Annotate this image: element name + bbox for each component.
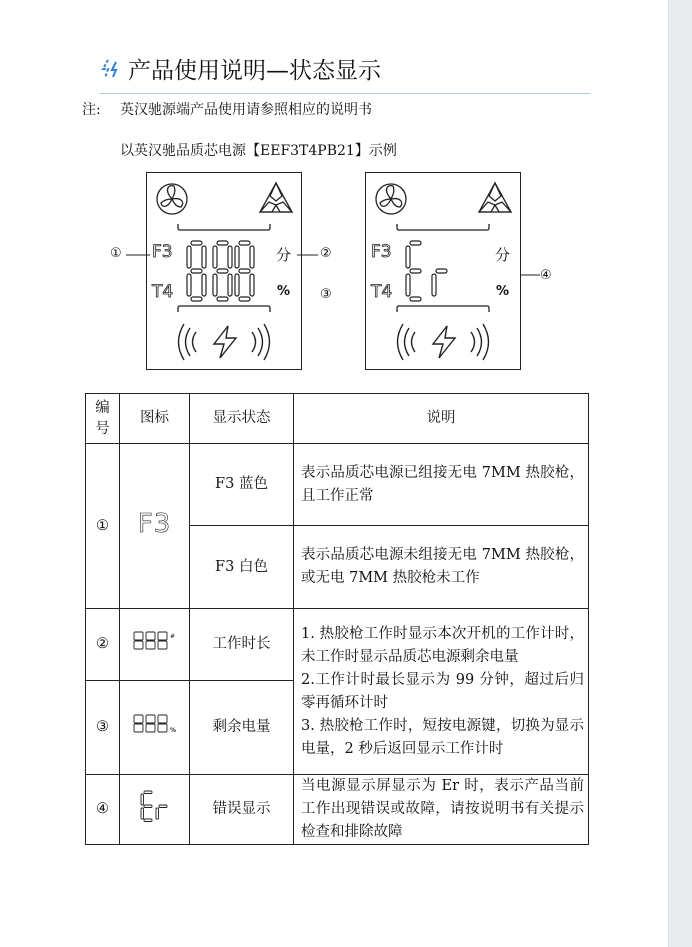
digits-minute-icon [132, 631, 178, 651]
desc-line-1: 1. 热胶枪工作时显示本次开机的工作计时，未工作时显示品质芯电源剩余电量 [301, 625, 584, 665]
minute-label: 分 [276, 246, 292, 264]
error-icon [138, 789, 172, 823]
table-row [86, 444, 589, 526]
row-num: ② [86, 609, 120, 681]
f3-label: F3 [371, 242, 392, 262]
table-row [86, 609, 589, 681]
callout-1: ① [110, 246, 122, 261]
row-state: 错误显示 [190, 775, 294, 845]
page-title: 产品使用说明—状态显示 [128, 58, 381, 84]
note-text: 英汉驰源端产品使用请参照相应的说明书 [120, 102, 372, 118]
svg-text:%: % [169, 726, 176, 734]
row-num: ④ [86, 775, 120, 845]
row-desc: 表示品质芯电源已组接无电 7MM 热胶枪，且工作正常 [294, 444, 589, 526]
row-desc: 表示品质芯电源未组接无电 7MM 热胶枪，或无电 7MM 热胶枪未工作 [294, 526, 589, 609]
note-label: 注: [82, 102, 101, 118]
row-state: 剩余电量 [190, 681, 294, 775]
percent-label: % [496, 284, 510, 299]
desc-line-2: 2.工作计时最长显示为 99 分钟，超过后归零再循环计时 [301, 671, 584, 711]
header-desc: 说明 [294, 394, 589, 444]
digits-minute-icon-cell [120, 609, 190, 681]
percent-label: % [277, 284, 291, 299]
digits-percent-icon [132, 714, 178, 734]
row-desc-shared [294, 609, 589, 775]
display-panel-error [365, 172, 521, 370]
svg-text:#: # [169, 632, 175, 640]
row-state: F3 蓝色 [190, 444, 294, 526]
callout-3: ③ [320, 287, 332, 302]
row-desc: 当电源显示屏显示为 Er 时，表示产品当前工作出现错误或故障，请按说明书有关提示检查和排除故障 [294, 775, 589, 845]
header-state: 显示状态 [190, 394, 294, 444]
desc-line-3: 3. 热胶枪工作时，短按电源键，切换为显示电量，2 秒后返回显示工作计时 [301, 717, 584, 757]
table-header-row [86, 394, 589, 444]
row-num: ① [86, 444, 120, 609]
row-state: F3 白色 [190, 526, 294, 609]
f3-icon-cell [120, 444, 190, 609]
row-num: ③ [86, 681, 120, 775]
error-icon-cell [120, 775, 190, 845]
t4-label: T4 [152, 282, 174, 302]
t4-label: T4 [371, 282, 393, 302]
callout-4: ④ [540, 268, 552, 283]
row-state: 工作时长 [190, 609, 294, 681]
callout-2: ② [320, 246, 332, 261]
status-table [85, 393, 589, 845]
header-num: 编号 [86, 394, 120, 444]
digits-percent-icon-cell [120, 681, 190, 775]
f3-icon: F3 [137, 508, 172, 539]
f3-label: F3 [152, 242, 173, 262]
header-icon: 图标 [120, 394, 190, 444]
minute-label: 分 [495, 246, 511, 264]
table-row [86, 775, 589, 845]
example-caption: 以英汉驰品质芯电源【EEF3T4PB21】示例 [120, 143, 397, 159]
